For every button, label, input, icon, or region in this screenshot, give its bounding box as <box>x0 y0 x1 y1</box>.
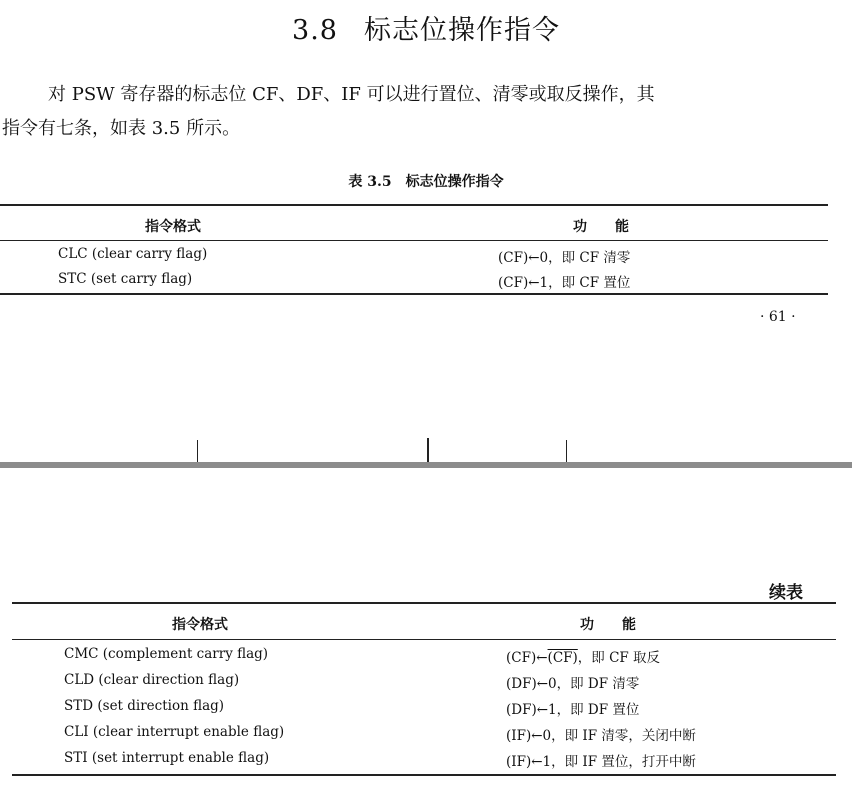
table-row-function: (IF)←0，即 IF 清零，关闭中断 <box>506 728 696 744</box>
table-header-function: 功 能 <box>573 219 629 235</box>
table-header-rule <box>12 639 836 640</box>
paragraph-line-1: 对 PSW 寄存器的标志位 CF、DF、IF 可以进行置位、清零或取反操作，其 <box>48 84 655 105</box>
table-header-rule <box>0 240 828 241</box>
table-row-function: (IF)←1，即 IF 置位，打开中断 <box>506 754 696 770</box>
table-caption-title: 标志位操作指令 <box>405 174 504 190</box>
table-row-function: (DF)←0，即 DF 清零 <box>506 676 640 692</box>
table-row-format: STI (set interrupt enable flag) <box>64 750 270 766</box>
table-row-format: CLI (clear interrupt enable flag) <box>64 724 285 740</box>
table-row-function: (DF)←1，即 DF 置位 <box>506 702 640 718</box>
table-header-format: 指令格式 <box>145 219 201 235</box>
table-row-format: STD (set direction flag) <box>64 698 225 714</box>
table-header-function: 功 能 <box>580 617 636 633</box>
scan-mark <box>197 440 198 462</box>
section-number: 3.8 <box>292 15 338 46</box>
table-bottom-rule <box>0 293 828 295</box>
section-heading: 标志位操作指令 <box>363 15 560 46</box>
function-overline: (CF) <box>547 650 578 666</box>
table-row-format: CLC (clear carry flag) <box>58 246 208 262</box>
table-row-format: STC (set carry flag) <box>58 271 193 287</box>
table-top-rule <box>12 602 836 604</box>
table-row-format: CLD (clear direction flag) <box>64 672 240 688</box>
continued-label: 续表 <box>769 583 803 603</box>
table-row-function: (CF)←1，即 CF 置位 <box>498 275 631 291</box>
table-caption <box>0 171 852 191</box>
scan-mark <box>427 438 429 462</box>
page-number: · 61 · <box>760 309 796 325</box>
page-divider <box>0 462 852 468</box>
table-header-format: 指令格式 <box>172 617 228 633</box>
table-top-rule <box>0 204 828 206</box>
paragraph-line-2: 指令有七条，如表 3.5 所示。 <box>2 118 241 139</box>
scan-mark <box>566 440 567 462</box>
function-suffix: ，即 CF 取反 <box>577 650 661 666</box>
table-bottom-rule <box>12 774 836 776</box>
table-caption-number: 表 3.5 <box>348 174 392 190</box>
table-row-function <box>506 646 660 666</box>
function-prefix: (CF)← <box>506 650 548 666</box>
table-row-function: (CF)←0，即 CF 清零 <box>498 250 631 266</box>
section-title <box>0 8 852 47</box>
table-row-format: CMC (complement carry flag) <box>64 646 269 662</box>
